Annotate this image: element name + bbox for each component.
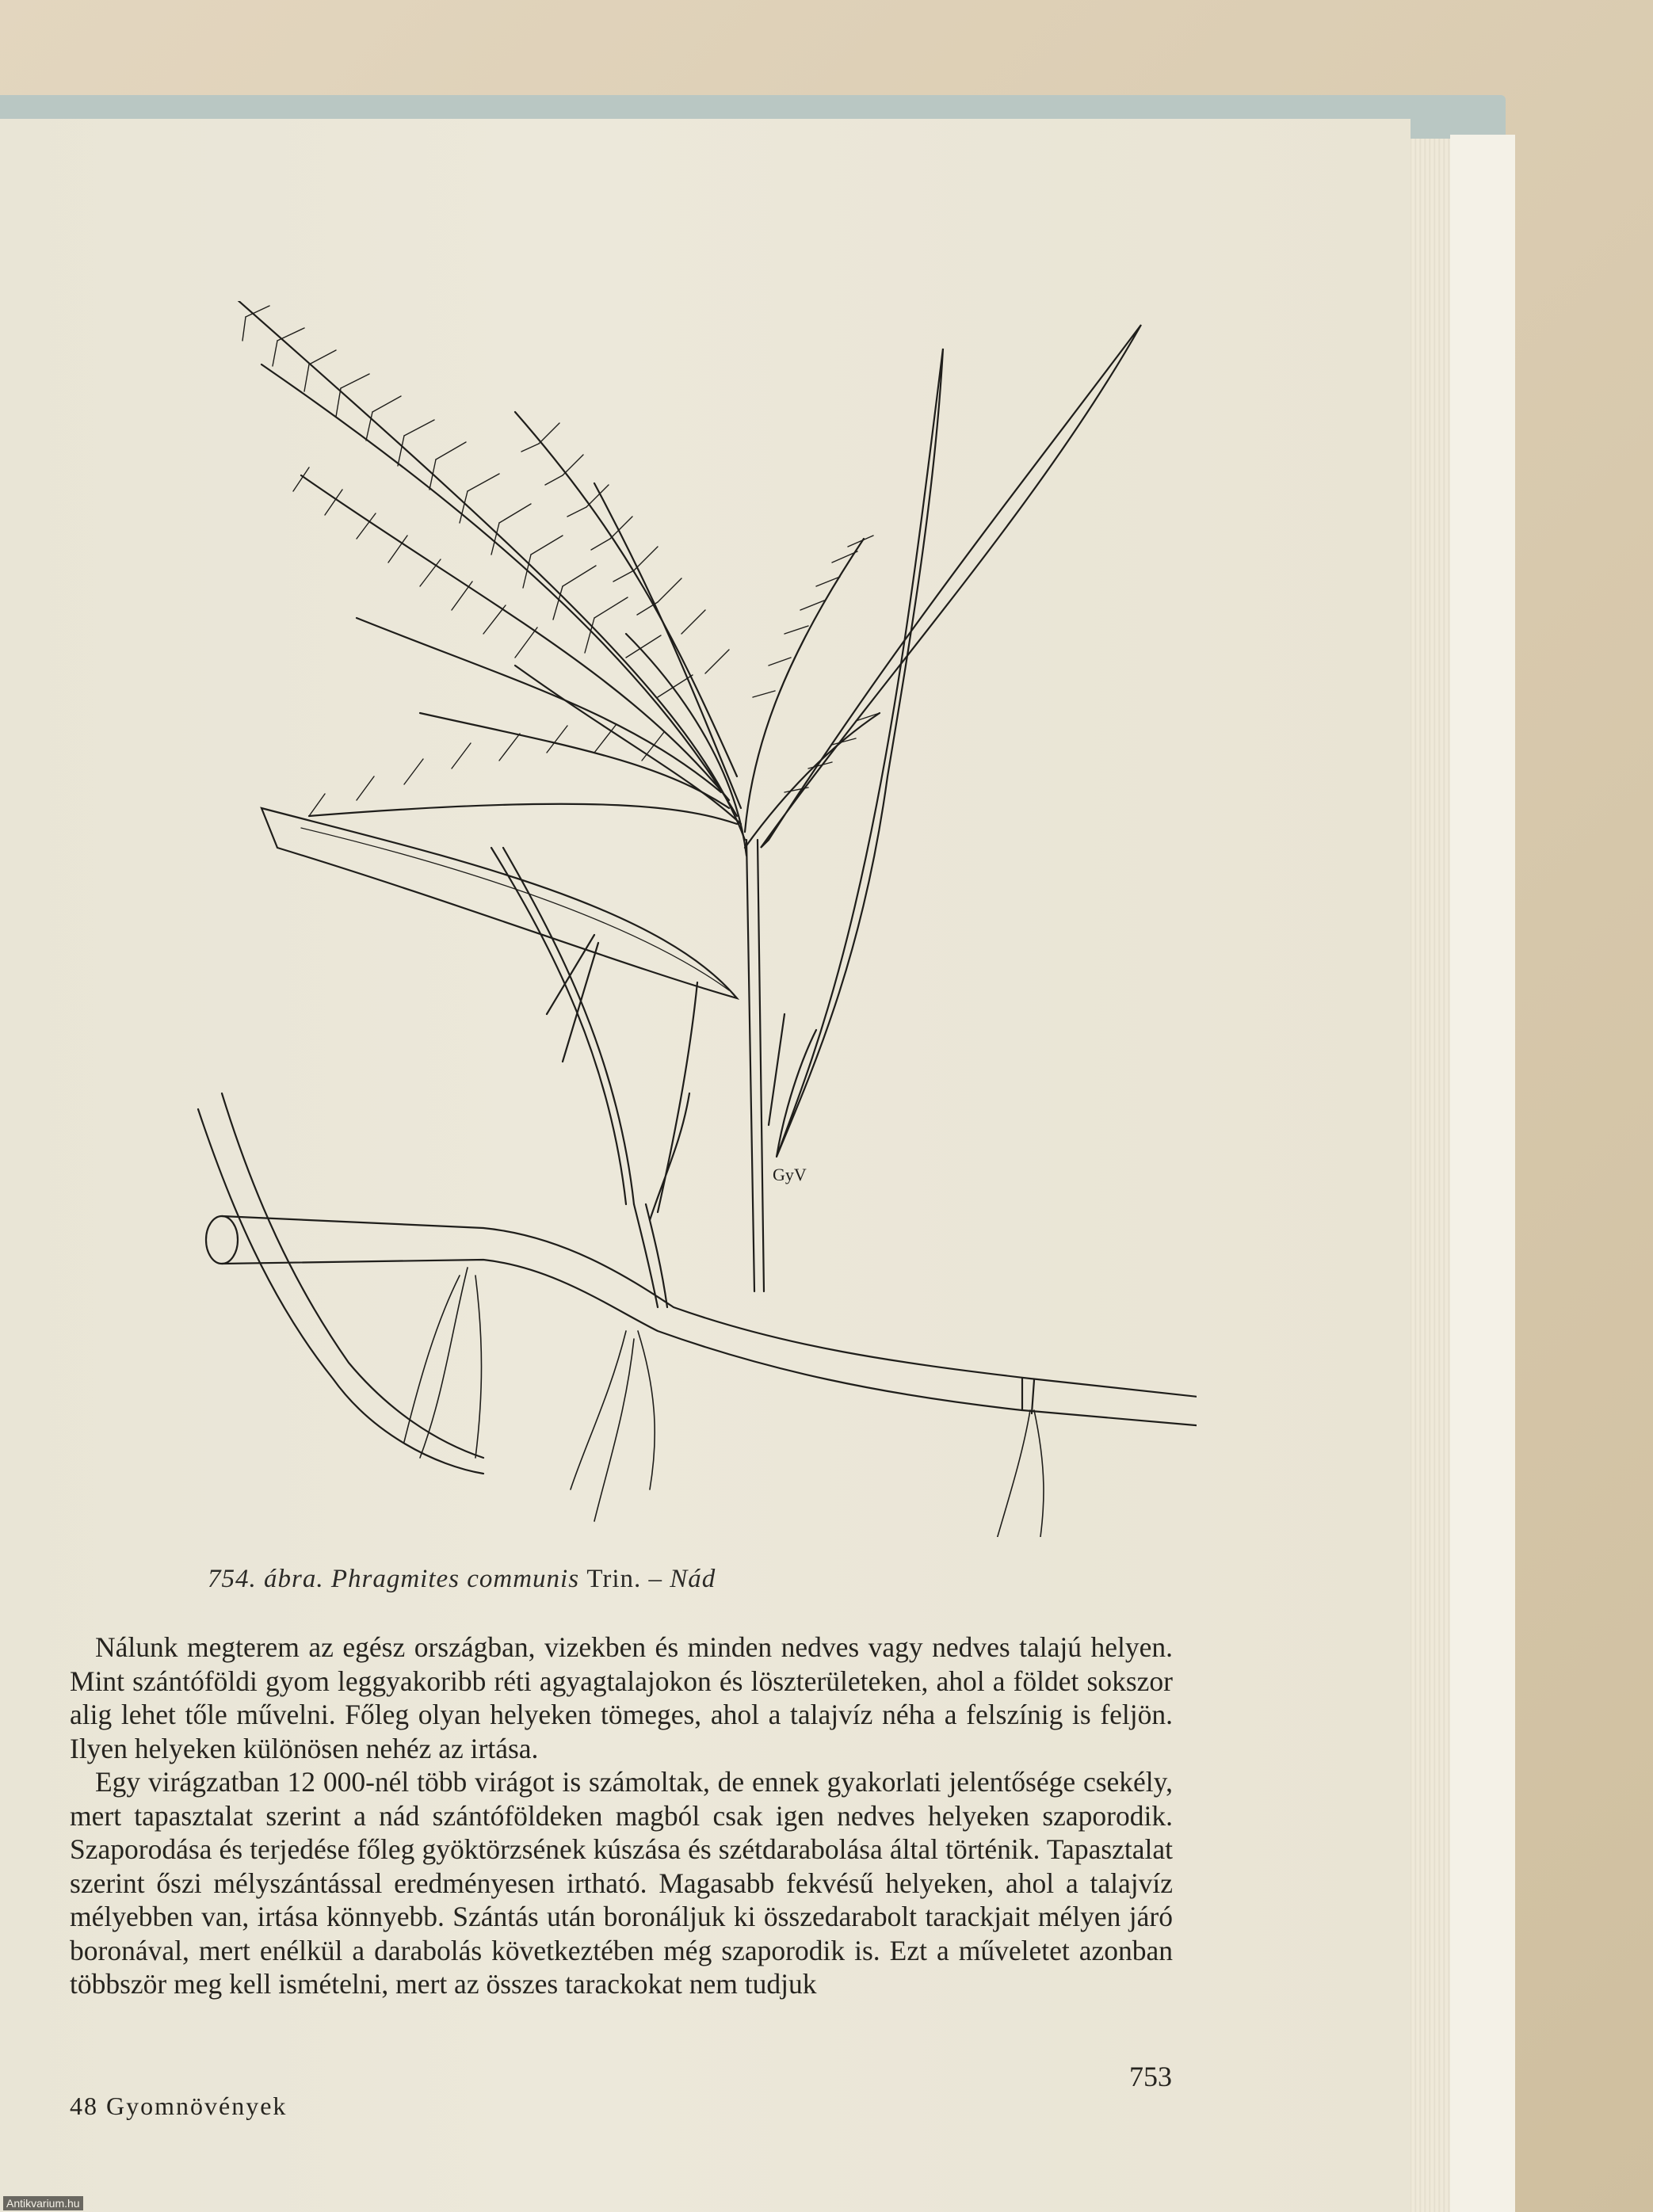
leaf-sheath bbox=[769, 1014, 816, 1157]
species-name: Phragmites communis bbox=[330, 1565, 580, 1593]
body-text bbox=[70, 1630, 1173, 2001]
watermark: Antikvarium.hu bbox=[3, 2196, 83, 2210]
leaf-tall bbox=[777, 349, 943, 1157]
paragraph-2: Egy virágzatban 12 000-nél több virágot is számoltak, de ennek gyakorlati jelentősége csekély, mert tapasztalat szerint a nád szántóföldeken magból csak igen nedves helyeken szaporodik. Szaporodása és terjedése főleg gyöktörzsének kúszása és szétdarabolása által történik. Tapasztalat szerint őszi mélyszántással eredményesen irtható. Magasabb fekvésű helyeken, ahol a talajvíz mélyebben van, irtása könnyebb. Szántás után boronáljuk ki összedarabolt tarackjait mélyen járó boronával, mert enélkül a darabolás következtében még szaporodik is. Ezt a műveletet azonban többször meg kell ismételni, mert az összes tarackokat nem tudjuk bbox=[70, 1766, 1173, 2000]
panicle bbox=[230, 301, 880, 856]
main-culm bbox=[746, 840, 764, 1291]
signature-number: 48 bbox=[70, 2092, 98, 2120]
reed-illustration bbox=[182, 301, 1197, 1537]
page-stack-highlight bbox=[1450, 135, 1515, 2212]
thin-leaf-2 bbox=[547, 935, 598, 1062]
caption-dash: – bbox=[648, 1565, 662, 1593]
page-number: 753 bbox=[1129, 2061, 1172, 2092]
rhizome bbox=[206, 1216, 1197, 1426]
signature-title: Gyomnövények bbox=[106, 2092, 288, 2120]
figure-number: 754. ábra. bbox=[208, 1565, 324, 1593]
common-name: Nád bbox=[670, 1565, 716, 1593]
figure-caption bbox=[208, 1565, 1159, 1594]
paragraph-1: Nálunk megterem az egész országban, vizekben és minden nedves vagy nedves talajú helyen. Mint szántóföldi gyom leggyakoribb réti agyagtalajokon és löszterületeken, ahol a földet sokszor alig lehet tőle művelni. Főleg olyan helyeken tömeges, ahol a talajvíz néha a felszínig is feljön. Ilyen helyeken különösen nehéz az irtása. bbox=[70, 1631, 1173, 1764]
leaf-upper-right bbox=[761, 325, 1141, 848]
leaf-left-vein bbox=[301, 828, 729, 990]
species-author: Trin. bbox=[586, 1565, 642, 1593]
artist-initials: GyV bbox=[773, 1165, 807, 1184]
leaf-left bbox=[262, 808, 737, 998]
broken-stem bbox=[198, 1093, 483, 1474]
thin-leaf-1 bbox=[491, 848, 634, 1204]
panicle-hatching bbox=[242, 306, 880, 816]
roots bbox=[404, 1268, 1044, 1537]
signature-mark bbox=[70, 2092, 287, 2121]
thin-leaf-3 bbox=[650, 982, 697, 1220]
